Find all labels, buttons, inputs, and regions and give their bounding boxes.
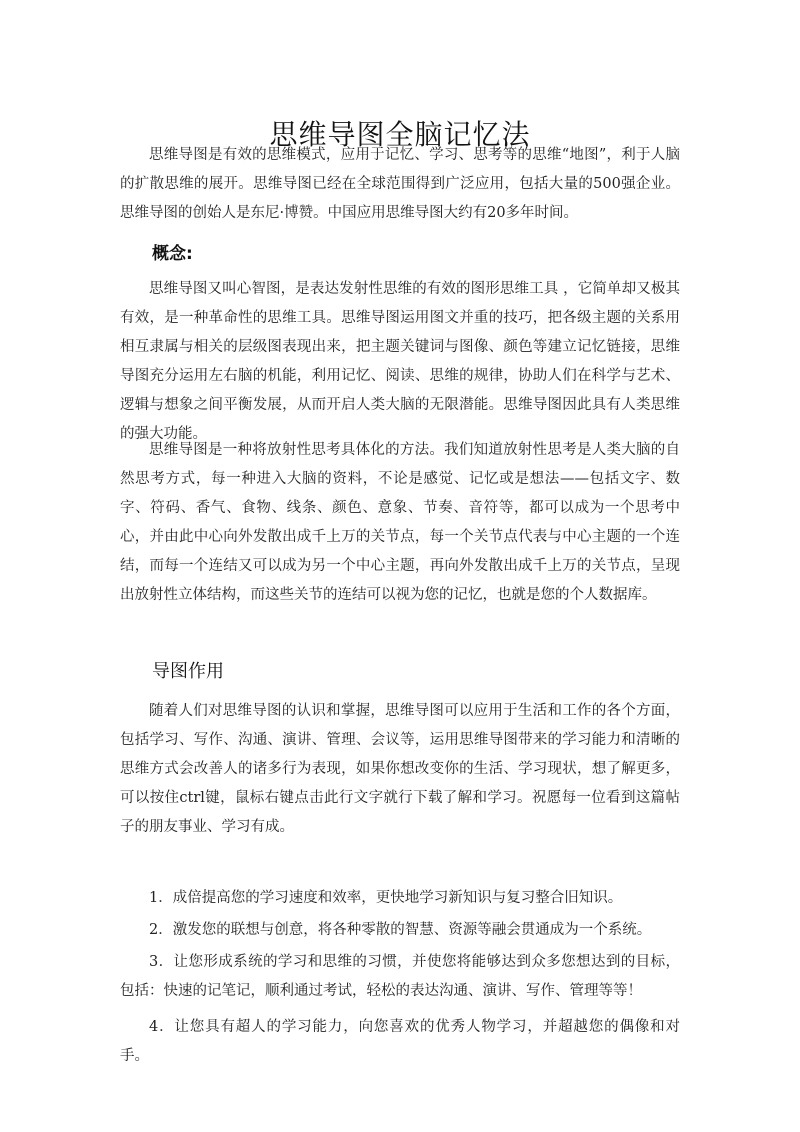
- list-item-4: 4．让您具有超人的学习能力，向您喜欢的优秀人物学习，并超越您的偶像和对手。: [120, 1019, 680, 1064]
- concept-heading: 概念:: [152, 244, 193, 264]
- function-heading: 导图作用: [152, 661, 224, 682]
- list-item-2: 2．激发您的联想与创意，将各种零散的智慧、资源等融会贯通成为一个系统。: [149, 922, 652, 938]
- list-item-3: 3．让您形成系统的学习和思维的习惯，并使您将能够达到众多您想达到的目标，包括：快速的记笔记，顺利通过考试，轻松的表达沟通、演讲、写作、管理等等！: [120, 954, 680, 999]
- list-item-1: 1．成倍提高您的学习速度和效率，更快地学习新知识与复习整合旧知识。: [149, 890, 623, 906]
- concept-paragraph-1: 思维导图又叫心智图，是表达发射性思维的有效的图形思维工具 ，它简单却又极其有效，是一种革命性的思维工具。思维导图运用图文并重的技巧，把各级主题的关系用相互隶属与相关的层级图表现出来，把主题关键词与图像、颜色等建立记忆链接，思维导图充分运用左右脑的机能，利用记忆、阅读、思维的规律，协助人们在科学与艺术、逻辑与想象之间平衡发展，从而开启人类大脑的无限潜能。思维导图因此具有人类思维的强大功能。: [120, 281, 680, 442]
- concept-paragraph-2: 思维导图是一种将放射性思考具体化的方法。我们知道放射性思考是人类大脑的自然思考方式，每一种进入大脑的资料，不论是感觉、记忆或是想法——包括文字、数字、符码、香气、食物、线条、颜色、意象、节奏、音符等，都可以成为一个思考中心，并由此中心向外发散出成千上万的关节点，每一个关节点代表与中心主题的一个连结，而每一个连结又可以成为另一个中心主题，再向外发散出成千上万的关节点，呈现出放射性立体结构，而这些关节的连结可以视为您的记忆，也就是您的个人数据库。: [120, 442, 680, 603]
- document-title: 思维导图全脑记忆法: [269, 117, 531, 151]
- function-paragraph: 随着人们对思维导图的认识和掌握，思维导图可以应用于生活和工作的各个方面，包括学习、写作、沟通、演讲、管理、会议等，运用思维导图带来的学习能力和清晰的思维方式会改善人的诸多行为表现，如果你想改变你的生活、学习现状，想了解更多，可以按住ctrl键，鼠标右键点击此行文字就行下载了解和学习。祝愿每一位看到这篇帖子的朋友事业、学习有成。: [120, 703, 680, 835]
- intro-paragraph: 思维导图是有效的思维模式，应用于记忆、学习、思考等的思维“地图”，利于人脑的扩散思维的展开。思维导图已经在全球范围得到广泛应用，包括大量的500强企业。思维导图的创始人是东尼·博赞。中国应用思维导图大约有20多年时间。: [120, 147, 680, 221]
